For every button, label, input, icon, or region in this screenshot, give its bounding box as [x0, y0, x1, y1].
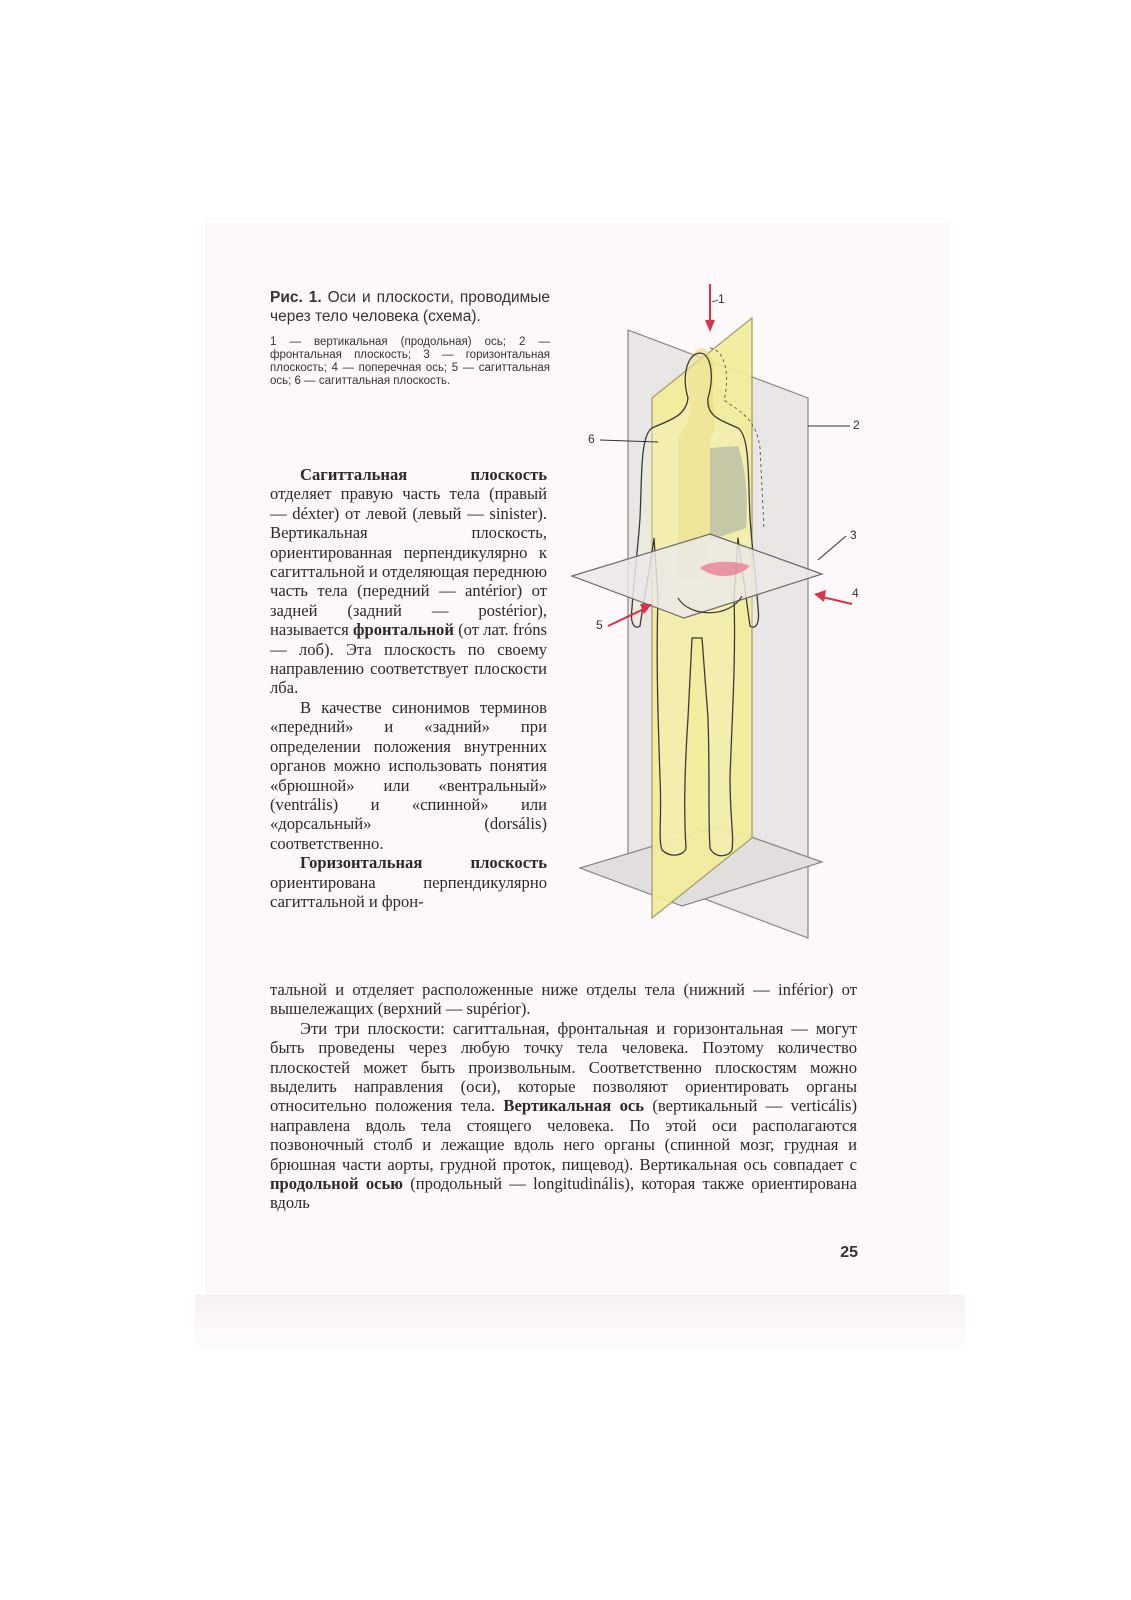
paragraph-text: ориентирована перпендикулярно сагиттальной и фрон- [270, 872, 547, 911]
term-sagittal-plane: Сагиттальная плоскость [300, 465, 547, 484]
term-vertical-axis: Вертикальная ось [503, 1096, 645, 1116]
paragraph-text: Эти три плоскости: сагиттальная, фронтальная и горизонтальная — могут быть проведены через любую точку тела человека. Поэтому количество плоскостей может быть произвольным. Соответственно плоскостям можно выделить направления (оси), которые позволяют ориентировать органы относительно положения тела. [270, 1018, 857, 1116]
figure-caption [270, 288, 550, 388]
full-width-text [270, 980, 857, 1213]
figure-label-1: 1 [718, 292, 725, 306]
caption-legend: 1 — вертикальная (продольная) ось; 2 — фронтальная плоскость; 3 — горизонтальная плоскость; 4 — поперечная ось; 5 — сагиттальная ось; 6 — сагиттальная плоскость. [270, 336, 550, 387]
paragraph-text: отделяет правую часть тела (правый — déxter) от левой (левый — sinister). Вертикальная плоскость, ориентированная перпендикулярно к сагиттальной и отделяющая переднюю часть тела (передний — antérior) от задней (задний — postérior), называется [270, 484, 547, 640]
caption-prefix: Рис. 1. [270, 289, 322, 306]
leader-3 [818, 536, 846, 560]
figure-label-6: 6 [588, 432, 595, 446]
paragraph-axes [270, 1019, 857, 1213]
paragraph-text: (продольный — longitudinális), которая также ориентирована вдоль [270, 1174, 857, 1213]
axis-4-arrowhead [814, 590, 826, 602]
figure-label-3: 3 [850, 528, 857, 542]
term-frontal: фронтальной [353, 620, 454, 640]
paragraph-synonyms: В качестве синонимов терминов «передний» и «задний» при определении положения внутренних органов можно использовать понятия «брюшной» или «вентральный» (ventrális) и «спинной» или «дорсальный» (dorsális) соответственно. [270, 697, 547, 853]
anatomy-figure [560, 278, 870, 948]
paragraph-horizontal-start [270, 853, 547, 911]
page-number: 25 [840, 1244, 858, 1261]
figure-label-4: 4 [852, 586, 859, 600]
caption-title [270, 288, 550, 326]
torso-shade [710, 446, 747, 540]
page-shadow [195, 1295, 965, 1355]
paragraph-sagittal [270, 465, 547, 698]
axes-planes-diagram [560, 278, 870, 948]
axis-1-arrowhead [705, 320, 715, 332]
column-text [270, 465, 547, 911]
term-longitudinal-axis: продольной осью [270, 1174, 403, 1194]
figure-label-2: 2 [853, 418, 860, 432]
paragraph-horizontal-cont: тальной и отделяет расположенные ниже отделы тела (нижний — inférior) от вышележащих (верхний — supérior). [270, 980, 857, 1019]
paragraph-text: (от лат. fróns — лоб). Эта плоскость по своему направлению соответствует плоскости лба. [270, 620, 547, 698]
paragraph-text: (вертикальный — verticális) направлена вдоль тела стоящего человека. По этой оси располагаются позвоночный столб и лежащие вдоль него органы (спинной мозг, грудная и брюшная части аорты, грудной проток, пищевод). Вертикальная ось совпадает с [270, 1096, 857, 1174]
figure-label-5: 5 [596, 618, 603, 632]
term-horizontal-plane: Горизонтальная плоскость [300, 853, 547, 873]
caption-text: Оси и плоскости, проводимые через тело человека (схема). [270, 289, 550, 325]
